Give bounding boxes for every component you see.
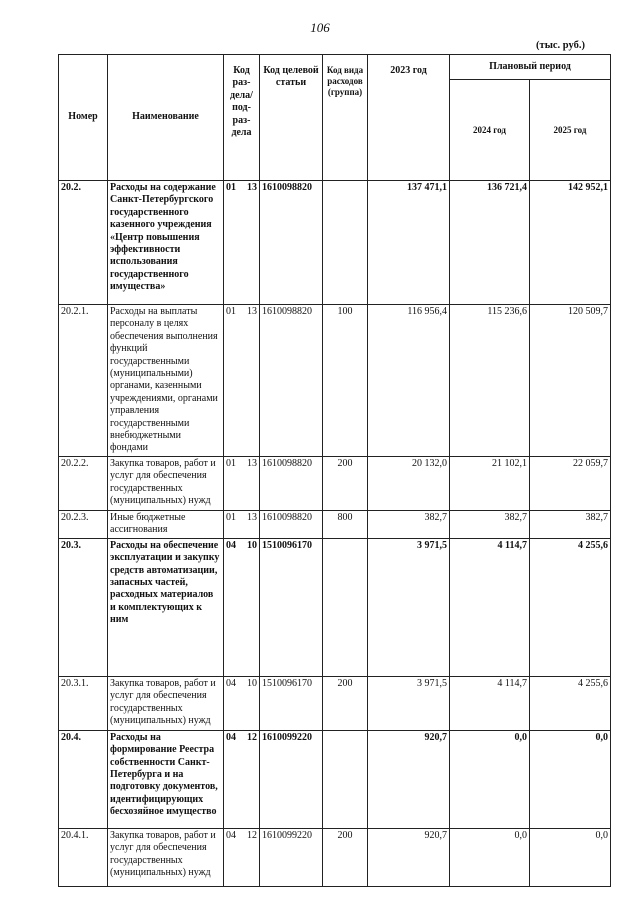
row-target-code: 1610099220 xyxy=(260,730,323,828)
header-expense-type-code: Код вида расходов (группа) xyxy=(323,55,368,181)
row-razdel-cell xyxy=(224,828,260,886)
budget-table xyxy=(58,54,611,887)
row-name: Расходы на содержание Санкт-Петербургского государственного казенного учреждения «Центр повышения эффективности использования государственного имущества» xyxy=(108,181,224,305)
row-name: Закупка товаров, работ и услуг для обеспечения государственных (муниципальных) нужд xyxy=(108,676,224,730)
row-razdel-cell xyxy=(224,676,260,730)
row-value-2024: 382,7 xyxy=(450,510,530,538)
row-value-2024: 136 721,4 xyxy=(450,181,530,305)
row-razdel: 01 xyxy=(226,182,236,193)
row-name: Расходы на обеспечение эксплуатации и закупку средств автоматизации, запасных частей, расходных материалов и комплектующих к ним xyxy=(108,538,224,676)
row-number: 20.3. xyxy=(59,538,108,676)
header-year-2024: 2024 год xyxy=(450,80,530,181)
row-razdel: 01 xyxy=(226,511,236,523)
row-target-code: 1610099220 xyxy=(260,828,323,886)
row-value-2025: 382,7 xyxy=(530,510,611,538)
header-year-2023: 2023 год xyxy=(368,55,450,181)
row-value-2023: 3 971,5 xyxy=(368,676,450,730)
row-razdel-cell xyxy=(224,510,260,538)
row-podrazdel: 13 xyxy=(247,511,257,523)
row-value-2025: 142 952,1 xyxy=(530,181,611,305)
row-target-code: 1610098820 xyxy=(260,510,323,538)
row-name: Иные бюджетные ассигнования xyxy=(108,510,224,538)
row-name: Расходы на выплаты персоналу в целях обеспечения выполнения функций государственными (муниципальными) органами, казенными учреждениями, органами управления государственными внебюджетными фондами xyxy=(108,305,224,457)
row-value-2024: 4 114,7 xyxy=(450,538,530,676)
row-value-2025: 0,0 xyxy=(530,730,611,828)
table-body xyxy=(59,181,611,887)
row-value-2023: 116 956,4 xyxy=(368,305,450,457)
row-number: 20.3.1. xyxy=(59,676,108,730)
table-row xyxy=(59,181,611,305)
row-target-code: 1610098820 xyxy=(260,181,323,305)
row-expense-type xyxy=(323,181,368,305)
header-year-2025: 2025 год xyxy=(530,80,611,181)
row-number: 20.2. xyxy=(59,181,108,305)
table-row xyxy=(59,676,611,730)
row-name: Расходы на формирование Реестра собственности Санкт-Петербурга и на подготовку документов, идентифицирующих бесхозяйное имущество xyxy=(108,730,224,828)
row-value-2024: 0,0 xyxy=(450,828,530,886)
row-value-2025: 22 059,7 xyxy=(530,456,611,510)
header-planning-period: Плановый период xyxy=(450,55,611,80)
row-podrazdel: 13 xyxy=(247,182,257,193)
row-expense-type: 200 xyxy=(323,676,368,730)
row-razdel: 01 xyxy=(226,306,236,317)
row-razdel: 04 xyxy=(226,539,236,551)
row-value-2023: 920,7 xyxy=(368,730,450,828)
table-row xyxy=(59,730,611,828)
row-value-2024: 21 102,1 xyxy=(450,456,530,510)
row-razdel: 01 xyxy=(226,457,236,469)
row-value-2025: 0,0 xyxy=(530,828,611,886)
row-value-2023: 3 971,5 xyxy=(368,538,450,676)
units-note: (тыс. руб.) xyxy=(536,40,585,51)
header-name: Наименование xyxy=(108,55,224,181)
row-podrazdel: 13 xyxy=(247,306,257,317)
row-value-2023: 20 132,0 xyxy=(368,456,450,510)
row-value-2025: 120 509,7 xyxy=(530,305,611,457)
row-target-code: 1510096170 xyxy=(260,676,323,730)
row-expense-type: 200 xyxy=(323,828,368,886)
row-razdel: 04 xyxy=(226,829,236,841)
row-value-2023: 137 471,1 xyxy=(368,181,450,305)
row-target-code: 1610098820 xyxy=(260,305,323,457)
row-razdel-cell xyxy=(224,730,260,828)
row-razdel: 04 xyxy=(226,677,236,689)
row-podrazdel: 12 xyxy=(247,829,257,841)
row-razdel-cell xyxy=(224,181,260,305)
row-value-2023: 382,7 xyxy=(368,510,450,538)
header-number: Номер xyxy=(59,55,108,181)
row-value-2024: 4 114,7 xyxy=(450,676,530,730)
row-expense-type: 100 xyxy=(323,305,368,457)
row-razdel-cell xyxy=(224,456,260,510)
row-number: 20.2.3. xyxy=(59,510,108,538)
row-target-code: 1510096170 xyxy=(260,538,323,676)
row-name: Закупка товаров, работ и услуг для обеспечения государственных (муниципальных) нужд xyxy=(108,828,224,886)
header-razdel-code: Код раз-дела/ под-раз-дела xyxy=(224,55,260,181)
row-number: 20.4.1. xyxy=(59,828,108,886)
row-razdel-cell xyxy=(224,538,260,676)
row-number: 20.2.2. xyxy=(59,456,108,510)
table-row xyxy=(59,510,611,538)
row-expense-type: 800 xyxy=(323,510,368,538)
row-target-code: 1610098820 xyxy=(260,456,323,510)
row-number: 20.4. xyxy=(59,730,108,828)
row-name: Закупка товаров, работ и услуг для обеспечения государственных (муниципальных) нужд xyxy=(108,456,224,510)
row-value-2023: 920,7 xyxy=(368,828,450,886)
table-row xyxy=(59,828,611,886)
row-podrazdel: 13 xyxy=(247,457,257,469)
row-value-2024: 115 236,6 xyxy=(450,305,530,457)
row-value-2025: 4 255,6 xyxy=(530,538,611,676)
header-target-code: Код целевой статьи xyxy=(260,55,323,181)
row-podrazdel: 12 xyxy=(247,731,257,743)
table-row xyxy=(59,538,611,676)
row-expense-type xyxy=(323,538,368,676)
table-row xyxy=(59,456,611,510)
row-razdel: 04 xyxy=(226,731,236,743)
row-number: 20.2.1. xyxy=(59,305,108,457)
row-podrazdel: 10 xyxy=(247,539,257,551)
table-row xyxy=(59,305,611,457)
row-razdel-cell xyxy=(224,305,260,457)
row-expense-type: 200 xyxy=(323,456,368,510)
row-expense-type xyxy=(323,730,368,828)
row-value-2025: 4 255,6 xyxy=(530,676,611,730)
row-podrazdel: 10 xyxy=(247,677,257,689)
row-value-2024: 0,0 xyxy=(450,730,530,828)
page-number: 106 xyxy=(310,20,330,35)
